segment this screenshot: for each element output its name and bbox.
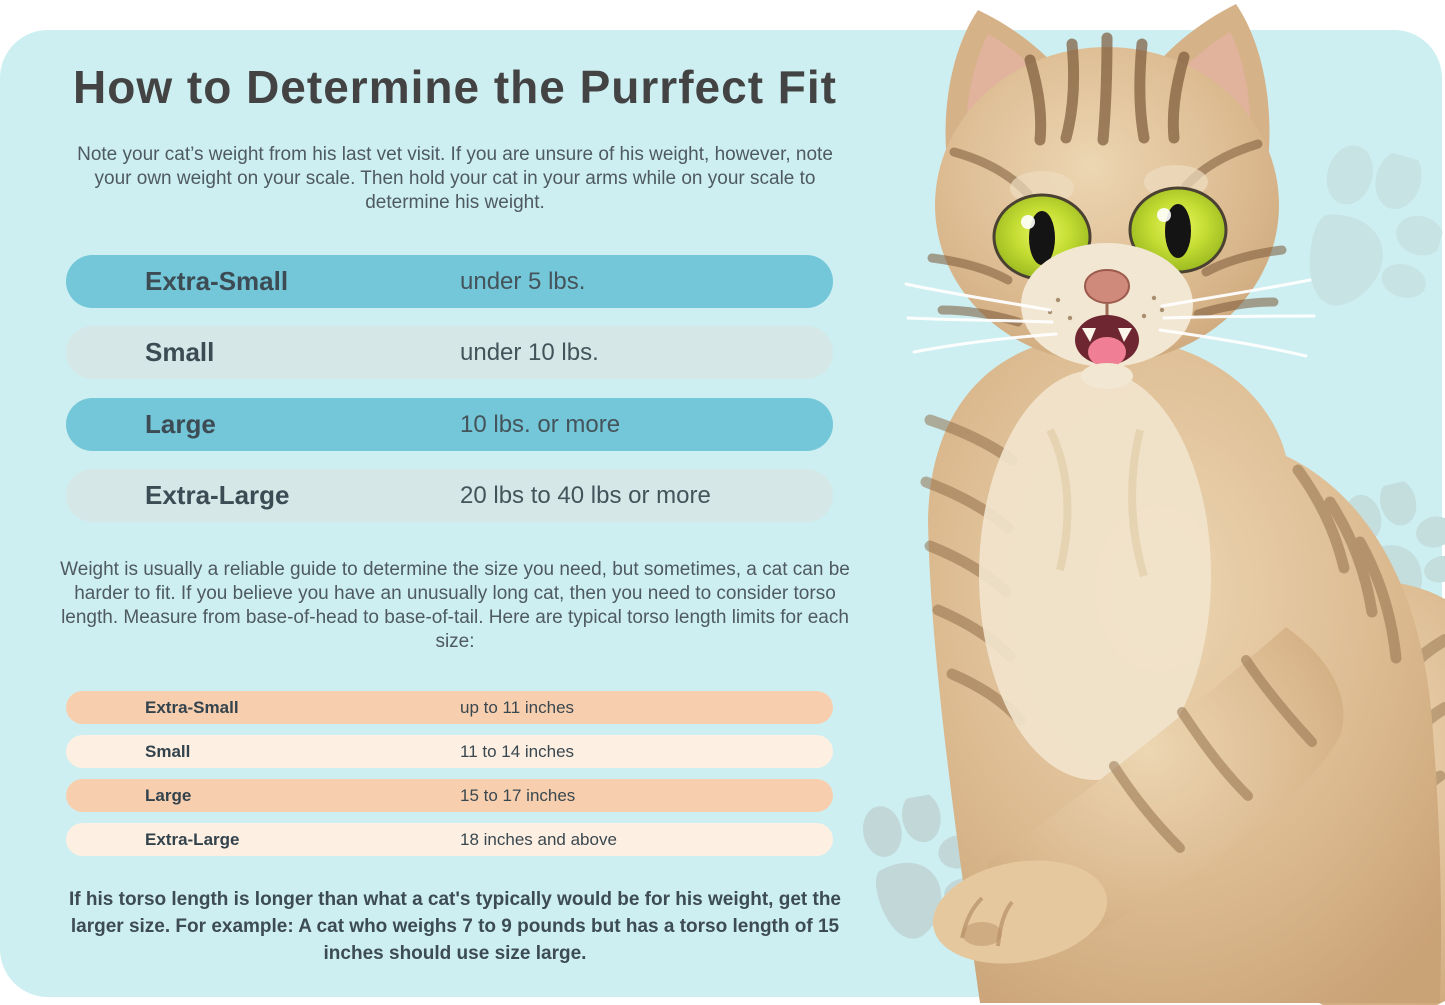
size-value: 15 to 17 inches	[460, 785, 576, 805]
table-row	[66, 469, 833, 522]
size-label: Small	[145, 741, 191, 761]
size-value: 18 inches and above	[460, 829, 617, 849]
table-row	[66, 255, 833, 308]
size-label: Extra-Small	[145, 697, 239, 717]
table-row	[66, 691, 833, 724]
size-value: 10 lbs. or more	[460, 410, 621, 438]
size-label: Extra-Small	[145, 266, 289, 296]
tabby-cat-photo	[900, 0, 1445, 1005]
size-label: Extra-Large	[145, 829, 240, 849]
size-value: 11 to 14 inches	[460, 741, 575, 761]
size-label: Extra-Large	[145, 480, 290, 510]
table-row	[66, 398, 833, 451]
size-value: up to 11 inches	[460, 697, 575, 717]
table-row	[66, 326, 833, 379]
size-value: under 10 lbs.	[460, 338, 599, 366]
table-row	[66, 779, 833, 812]
size-label: Small	[145, 337, 215, 367]
page-title: How to Determine the Purrfect Fit	[73, 61, 837, 113]
table-row	[66, 735, 833, 768]
size-value: 20 lbs to 40 lbs or more	[460, 481, 711, 509]
footer-note: If his torso length is longer than what a cat's typically would be for his weight, get the larger size. For example: A cat who weighs 7 to 9 pounds but has a torso length of 15 inches should use size large.	[69, 889, 841, 964]
table-row	[66, 823, 833, 856]
torso-paragraph: Weight is usually a reliable guide to determine the size you need, but sometimes, a cat can be harder to fit. If you believe you have an unusually long cat, then you need to consider torso length. Measure from base-of-head to base-of-tail. Here are typical torso length limits for each size:	[60, 559, 850, 652]
intro-paragraph: Note your cat’s weight from his last vet visit. If you are unsure of his weight, however, note your own weight on your scale. Then hold your cat in your arms while on your scale to determine his weight.	[77, 144, 833, 213]
size-label: Large	[145, 409, 216, 439]
size-label: Large	[145, 785, 192, 805]
size-value: under 5 lbs.	[460, 267, 586, 295]
